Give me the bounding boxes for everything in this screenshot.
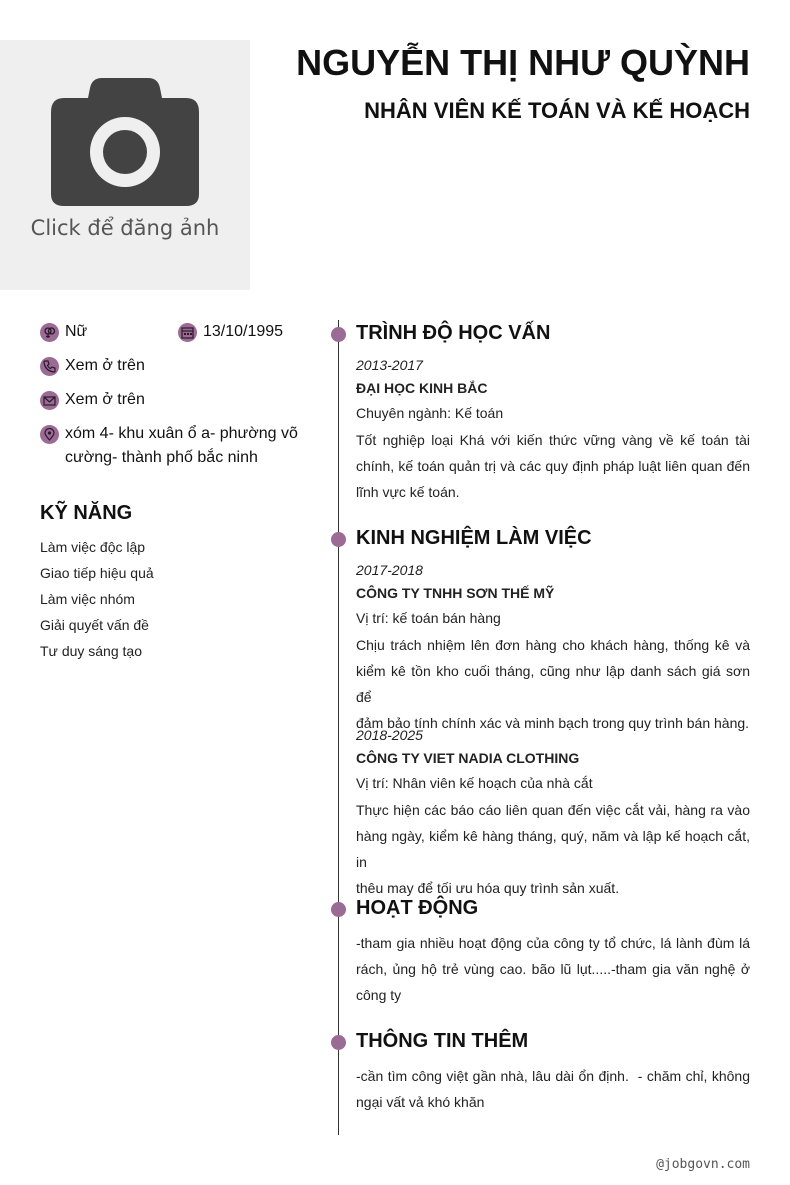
job-description <box>356 632 750 736</box>
gender-row <box>40 320 180 344</box>
skill-item: Tư duy sáng tạo <box>40 643 142 659</box>
phone-icon <box>40 357 59 376</box>
activities-description <box>356 930 750 1008</box>
extra-desc-line: ngại vất vả khó khăn <box>356 1094 485 1110</box>
address-line-1: xóm 4- khu xuân ổ a- phường võ <box>65 425 298 442</box>
activities-title: HOẠT ĐỘNG <box>356 897 479 919</box>
footer-brand: @jobgovn.com <box>656 1157 750 1172</box>
timeline-line <box>338 320 339 1135</box>
education-period: 2013-2017 <box>356 357 423 373</box>
camera-icon <box>50 76 200 208</box>
photo-upload-label: Click để đăng ảnh <box>30 216 220 240</box>
phone-row <box>40 354 300 378</box>
education-title: TRÌNH ĐỘ HỌC VẤN <box>356 322 551 344</box>
job-position: Vị trí: Nhân viên kế hoạch của nhà cắt <box>356 775 593 791</box>
address-line-2: cường- thành phố bắc ninh <box>65 449 258 466</box>
education-major: Chuyên ngành: Kế toán <box>356 405 504 421</box>
job-period: 2017-2018 <box>356 562 423 578</box>
location-pin-icon <box>40 425 59 444</box>
address-value <box>65 422 298 470</box>
job-desc-line: thêu may để tối ưu hóa quy trình sản xuất. <box>356 880 620 896</box>
activities-desc-line: -tham gia nhiều hoạt động của công ty tổ chức, lá lành đùm lá <box>356 935 750 951</box>
skill-item: Giao tiếp hiệu quả <box>40 565 154 581</box>
education-school: ĐẠI HỌC KINH BẮC <box>356 380 488 396</box>
education-desc-line: chính, kế toán quản trị và các quy định pháp luật liên quan đến <box>356 458 750 474</box>
timeline-dot <box>331 1035 346 1050</box>
skill-item: Giải quyết vấn đề <box>40 617 149 633</box>
activities-desc-line: công ty <box>356 987 402 1003</box>
timeline-dot <box>331 327 346 342</box>
extra-info-description <box>356 1063 750 1115</box>
email-value: Xem ở trên <box>65 391 145 408</box>
job-desc-line: hàng ngày, kiểm kê hàng tháng, quý, năm và lập kế hoạch cắt, in <box>356 828 750 870</box>
timeline-dot <box>331 532 346 547</box>
birthday-value: 13/10/1995 <box>203 323 284 340</box>
job-desc-line: kiểm kê tồn kho cuối tháng, cũng như lập danh sách giá sơn để <box>356 663 750 705</box>
phone-value: Xem ở trên <box>65 357 145 374</box>
job-position: Vị trí: kế toán bán hàng <box>356 610 501 626</box>
skill-item: Làm việc nhóm <box>40 591 135 607</box>
skills-title: KỸ NĂNG <box>40 502 133 524</box>
gender-value: Nữ <box>65 323 88 340</box>
job-description <box>356 797 750 901</box>
email-row <box>40 388 300 412</box>
timeline-dot <box>331 902 346 917</box>
job-company: CÔNG TY VIET NADIA CLOTHING <box>356 750 580 766</box>
gender-icon <box>40 323 59 342</box>
skill-item: Làm việc độc lập <box>40 539 146 555</box>
job-desc-line: Chịu trách nhiệm lên đơn hàng cho khách hàng, thống kê và <box>356 637 750 653</box>
photo-upload[interactable] <box>0 40 250 290</box>
job-company: CÔNG TY TNHH SƠN THẾ MỸ <box>356 585 555 601</box>
experience-title: KINH NGHIỆM LÀM VIỆC <box>356 527 592 549</box>
job-period: 2018-2025 <box>356 727 423 743</box>
calendar-icon <box>178 323 197 342</box>
birthday-row <box>178 320 308 344</box>
education-desc-line: Tốt nghiệp loại Khá với kiến thức vững vàng về kế toán tài <box>356 432 750 448</box>
extra-info-title: THÔNG TIN THÊM <box>356 1030 529 1052</box>
job-desc-line: Thực hiện các báo cáo liên quan đến việc cắt vải, hàng ra vào <box>356 802 750 818</box>
extra-desc-line: -cần tìm công việt gần nhà, lâu dài ổn định. - chăm chỉ, không <box>356 1068 750 1084</box>
job-title: NHÂN VIÊN KẾ TOÁN VÀ KẾ HOẠCH <box>364 98 750 123</box>
education-desc-line: lĩnh vực kế toán. <box>356 484 460 500</box>
job-desc-line: đảm bảo tính chính xác và minh bạch trong quy trình bán hàng. <box>356 715 750 731</box>
address-row <box>40 422 305 470</box>
candidate-name: NGUYỄN THỊ NHƯ QUỲNH <box>296 42 750 83</box>
mail-icon <box>40 391 59 410</box>
activities-desc-line: rách, ủng hộ trẻ vùng cao. bão lũ lụt.....-tham gia văn nghệ ở <box>356 961 750 977</box>
education-description <box>356 427 750 505</box>
